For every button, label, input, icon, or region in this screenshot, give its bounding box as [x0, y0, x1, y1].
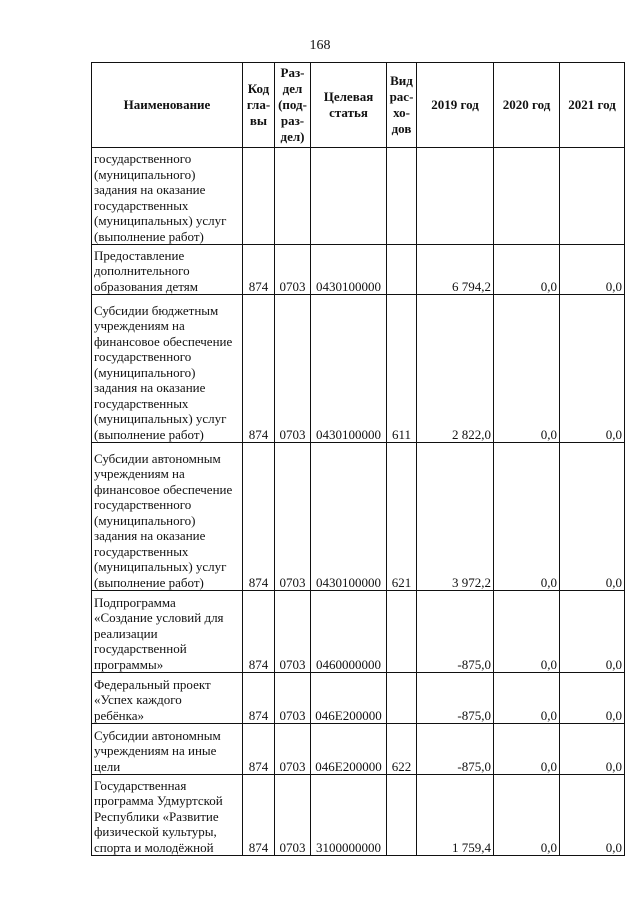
row-article: 046E200000	[311, 724, 387, 775]
row-chapter: 874	[243, 443, 275, 591]
row-2021: 0,0	[560, 245, 625, 295]
row-type	[387, 245, 417, 295]
table-row	[92, 775, 625, 856]
table-row	[92, 591, 625, 673]
row-article: 0430100000	[311, 295, 387, 443]
header-expense-type: Вид рас- хо- дов	[387, 63, 417, 148]
header-2021: 2021 год	[560, 63, 625, 148]
row-2019: 1 759,4	[417, 775, 494, 856]
row-type	[387, 148, 417, 245]
row-chapter: 874	[243, 724, 275, 775]
table-row	[92, 724, 625, 775]
row-section: 0703	[275, 673, 311, 724]
row-2019: -875,0	[417, 591, 494, 673]
row-section: 0703	[275, 295, 311, 443]
row-name: государственного (муниципального) задания на оказание государственных (муниципальных) услуг (выполнение работ)	[92, 148, 243, 245]
row-2020: 0,0	[494, 775, 560, 856]
table-row	[92, 443, 625, 591]
header-target-article: Целевая статья	[311, 63, 387, 148]
row-article	[311, 148, 387, 245]
row-name: Государственная программа Удмуртской Республики «Развитие физической культуры, спорта и молодёжной	[92, 775, 243, 856]
row-type	[387, 775, 417, 856]
row-type	[387, 591, 417, 673]
row-article: 0430100000	[311, 443, 387, 591]
header-chapter-code: Код гла- вы	[243, 63, 275, 148]
row-2020: 0,0	[494, 295, 560, 443]
row-name: Предоставление дополнительного образования детям	[92, 245, 243, 295]
header-section: Раз- дел (под- раз- дел)	[275, 63, 311, 148]
row-chapter	[243, 148, 275, 245]
row-2019: 2 822,0	[417, 295, 494, 443]
table-row	[92, 673, 625, 724]
header-2019: 2019 год	[417, 63, 494, 148]
row-2021: 0,0	[560, 775, 625, 856]
row-2021: 0,0	[560, 443, 625, 591]
row-2019	[417, 148, 494, 245]
row-type: 621	[387, 443, 417, 591]
row-name: Субсидии автономным учреждениям на финансовое обеспечение государственного (муниципального) задания на оказание государственных (муниципальных) услуг (выполнение работ)	[92, 443, 243, 591]
row-section: 0703	[275, 591, 311, 673]
page-number: 168	[309, 38, 331, 53]
row-2021: 0,0	[560, 295, 625, 443]
row-2021: 0,0	[560, 591, 625, 673]
row-2020: 0,0	[494, 591, 560, 673]
row-section	[275, 148, 311, 245]
row-section: 0703	[275, 724, 311, 775]
row-2020: 0,0	[494, 724, 560, 775]
row-section: 0703	[275, 245, 311, 295]
row-name: Субсидии автономным учреждениям на иные цели	[92, 724, 243, 775]
row-chapter: 874	[243, 245, 275, 295]
header-name: Наименование	[92, 63, 243, 148]
row-2020: 0,0	[494, 443, 560, 591]
row-2019: 3 972,2	[417, 443, 494, 591]
row-section: 0703	[275, 775, 311, 856]
row-name: Подпрограмма «Создание условий для реализации государственной программы»	[92, 591, 243, 673]
row-2019: -875,0	[417, 673, 494, 724]
row-chapter: 874	[243, 295, 275, 443]
table-row	[92, 245, 625, 295]
row-article: 3100000000	[311, 775, 387, 856]
row-article: 046E200000	[311, 673, 387, 724]
row-name: Субсидии бюджетным учреждениям на финансовое обеспечение государственного (муниципального) задания на оказание государственных (муниципальных) услуг (выполнение работ)	[92, 295, 243, 443]
row-2021: 0,0	[560, 673, 625, 724]
table-row	[92, 295, 625, 443]
table-row	[92, 148, 625, 245]
row-chapter: 874	[243, 673, 275, 724]
row-2019: 6 794,2	[417, 245, 494, 295]
header-row	[92, 63, 625, 148]
row-article: 0460000000	[311, 591, 387, 673]
row-chapter: 874	[243, 591, 275, 673]
row-section: 0703	[275, 443, 311, 591]
row-2020	[494, 148, 560, 245]
budget-table	[91, 62, 625, 856]
header-2020: 2020 год	[494, 63, 560, 148]
row-chapter: 874	[243, 775, 275, 856]
row-2019: -875,0	[417, 724, 494, 775]
row-name: Федеральный проект «Успех каждого ребёнка»	[92, 673, 243, 724]
row-type: 622	[387, 724, 417, 775]
row-2021	[560, 148, 625, 245]
row-article: 0430100000	[311, 245, 387, 295]
row-type	[387, 673, 417, 724]
row-2020: 0,0	[494, 673, 560, 724]
row-type: 611	[387, 295, 417, 443]
row-2021: 0,0	[560, 724, 625, 775]
row-2020: 0,0	[494, 245, 560, 295]
